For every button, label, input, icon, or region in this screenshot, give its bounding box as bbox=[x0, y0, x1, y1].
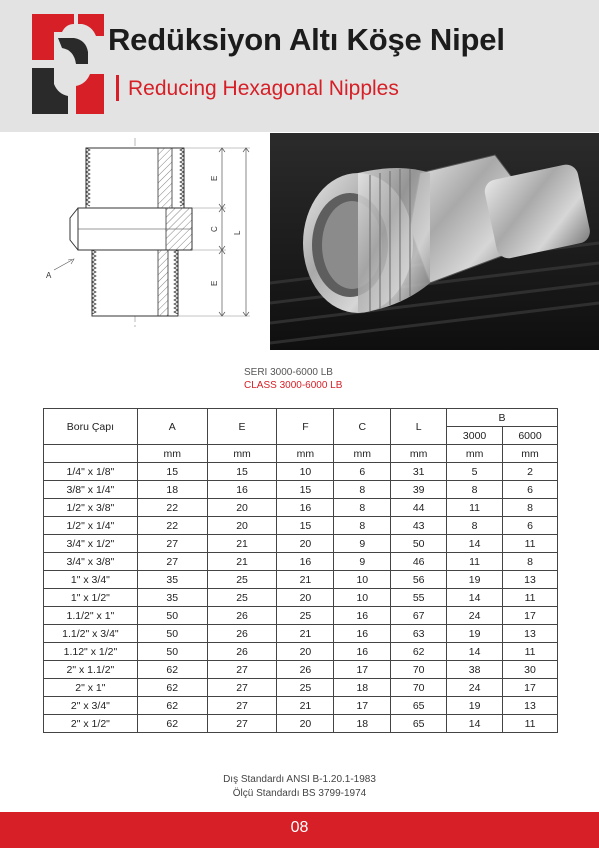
dimension-label-e-top: E bbox=[210, 175, 219, 181]
value-cell: 25 bbox=[207, 571, 277, 589]
value-cell: 17 bbox=[503, 679, 558, 697]
value-cell: 19 bbox=[447, 571, 503, 589]
value-cell: 2 bbox=[503, 463, 558, 481]
pipe-size-cell: 3/8" x 1/4" bbox=[44, 481, 138, 499]
page-number: 08 bbox=[290, 819, 309, 836]
table-row bbox=[44, 625, 558, 643]
value-cell: 14 bbox=[447, 535, 503, 553]
table-row bbox=[44, 517, 558, 535]
dimension-standard: Ölçü Standardı BS 3799-1974 bbox=[232, 788, 367, 799]
header-b-3000: 3000 bbox=[447, 427, 503, 445]
value-cell: 70 bbox=[391, 661, 447, 679]
value-cell: 17 bbox=[334, 661, 391, 679]
value-cell: 26 bbox=[207, 625, 277, 643]
table-row bbox=[44, 697, 558, 715]
table-row bbox=[44, 643, 558, 661]
table-row bbox=[44, 499, 558, 517]
value-cell: 19 bbox=[447, 625, 503, 643]
value-cell: 13 bbox=[503, 697, 558, 715]
value-cell: 8 bbox=[503, 499, 558, 517]
value-cell: 21 bbox=[207, 535, 277, 553]
value-cell: 11 bbox=[447, 499, 503, 517]
value-cell: 25 bbox=[207, 589, 277, 607]
pipe-size-cell: 3/4" x 1/2" bbox=[44, 535, 138, 553]
value-cell: 11 bbox=[503, 643, 558, 661]
technical-drawing bbox=[40, 138, 270, 328]
value-cell: 16 bbox=[334, 625, 391, 643]
value-cell: 5 bbox=[447, 463, 503, 481]
value-cell: 22 bbox=[137, 517, 207, 535]
value-cell: 62 bbox=[391, 643, 447, 661]
dimension-label-l: L bbox=[233, 230, 242, 235]
value-cell: 50 bbox=[137, 643, 207, 661]
page-subtitle: Reducing Hexagonal Nipples bbox=[128, 77, 399, 100]
unit-cell: mm bbox=[391, 445, 447, 463]
unit-cell: mm bbox=[277, 445, 334, 463]
table-row bbox=[44, 571, 558, 589]
pipe-size-cell: 2" x 1/2" bbox=[44, 715, 138, 733]
value-cell: 15 bbox=[137, 463, 207, 481]
value-cell: 22 bbox=[137, 499, 207, 517]
series-label: SERI 3000-6000 LB bbox=[244, 367, 333, 378]
table-row bbox=[44, 463, 558, 481]
header-boru-capi: Boru Çapı bbox=[44, 409, 138, 445]
header-band bbox=[0, 0, 599, 132]
value-cell: 16 bbox=[207, 481, 277, 499]
value-cell: 35 bbox=[137, 589, 207, 607]
value-cell: 70 bbox=[391, 679, 447, 697]
pipe-size-cell: 3/4" x 3/8" bbox=[44, 553, 138, 571]
dimensions-table bbox=[43, 408, 558, 733]
table-header-row bbox=[44, 409, 558, 427]
value-cell: 9 bbox=[334, 535, 391, 553]
unit-cell: mm bbox=[503, 445, 558, 463]
value-cell: 20 bbox=[277, 589, 334, 607]
unit-cell: mm bbox=[207, 445, 277, 463]
table-row bbox=[44, 589, 558, 607]
value-cell: 13 bbox=[503, 571, 558, 589]
value-cell: 27 bbox=[137, 535, 207, 553]
pipe-size-cell: 2" x 3/4" bbox=[44, 697, 138, 715]
value-cell: 16 bbox=[334, 643, 391, 661]
value-cell: 65 bbox=[391, 715, 447, 733]
value-cell: 21 bbox=[277, 625, 334, 643]
value-cell: 31 bbox=[391, 463, 447, 481]
value-cell: 62 bbox=[137, 679, 207, 697]
value-cell: 27 bbox=[137, 553, 207, 571]
value-cell: 26 bbox=[277, 661, 334, 679]
value-cell: 18 bbox=[137, 481, 207, 499]
value-cell: 44 bbox=[391, 499, 447, 517]
header-l: L bbox=[391, 409, 447, 445]
value-cell: 62 bbox=[137, 661, 207, 679]
value-cell: 21 bbox=[277, 571, 334, 589]
value-cell: 65 bbox=[391, 697, 447, 715]
value-cell: 14 bbox=[447, 589, 503, 607]
table-row bbox=[44, 715, 558, 733]
value-cell: 8 bbox=[447, 517, 503, 535]
value-cell: 16 bbox=[277, 499, 334, 517]
value-cell: 11 bbox=[503, 715, 558, 733]
value-cell: 43 bbox=[391, 517, 447, 535]
value-cell: 27 bbox=[207, 661, 277, 679]
value-cell: 10 bbox=[334, 589, 391, 607]
value-cell: 15 bbox=[277, 517, 334, 535]
value-cell: 27 bbox=[207, 697, 277, 715]
value-cell: 26 bbox=[207, 607, 277, 625]
table-row bbox=[44, 481, 558, 499]
value-cell: 17 bbox=[334, 697, 391, 715]
company-logo bbox=[32, 14, 104, 114]
table-row bbox=[44, 607, 558, 625]
unit-cell: mm bbox=[137, 445, 207, 463]
series-info bbox=[244, 366, 342, 392]
value-cell: 11 bbox=[503, 589, 558, 607]
pipe-size-cell: 1" x 3/4" bbox=[44, 571, 138, 589]
value-cell: 6 bbox=[334, 463, 391, 481]
header-f: F bbox=[277, 409, 334, 445]
value-cell: 20 bbox=[207, 499, 277, 517]
value-cell: 8 bbox=[334, 517, 391, 535]
value-cell: 62 bbox=[137, 697, 207, 715]
pipe-size-cell: 2" x 1" bbox=[44, 679, 138, 697]
dimension-label-e-bottom: E bbox=[210, 280, 219, 286]
value-cell: 55 bbox=[391, 589, 447, 607]
pipe-size-cell: 2" x 1.1/2" bbox=[44, 661, 138, 679]
value-cell: 16 bbox=[277, 553, 334, 571]
value-cell: 26 bbox=[207, 643, 277, 661]
table-row bbox=[44, 553, 558, 571]
value-cell: 38 bbox=[447, 661, 503, 679]
dimension-label-a: A bbox=[46, 271, 52, 280]
value-cell: 15 bbox=[277, 481, 334, 499]
value-cell: 20 bbox=[277, 715, 334, 733]
header-c: C bbox=[334, 409, 391, 445]
value-cell: 9 bbox=[334, 553, 391, 571]
product-photo bbox=[270, 133, 599, 350]
value-cell: 24 bbox=[447, 607, 503, 625]
value-cell: 14 bbox=[447, 643, 503, 661]
units-spacer bbox=[44, 445, 138, 463]
pipe-size-cell: 1.1/2" x 1" bbox=[44, 607, 138, 625]
header-a: A bbox=[137, 409, 207, 445]
value-cell: 8 bbox=[447, 481, 503, 499]
value-cell: 50 bbox=[137, 607, 207, 625]
value-cell: 63 bbox=[391, 625, 447, 643]
unit-cell: mm bbox=[447, 445, 503, 463]
page-title: Redüksiyon Altı Köşe Nipel bbox=[108, 22, 505, 57]
value-cell: 20 bbox=[277, 535, 334, 553]
header-e: E bbox=[207, 409, 277, 445]
value-cell: 10 bbox=[277, 463, 334, 481]
pipe-size-cell: 1.1/2" x 3/4" bbox=[44, 625, 138, 643]
value-cell: 18 bbox=[334, 679, 391, 697]
value-cell: 20 bbox=[277, 643, 334, 661]
pipe-size-cell: 1" x 1/2" bbox=[44, 589, 138, 607]
value-cell: 50 bbox=[137, 625, 207, 643]
value-cell: 6 bbox=[503, 517, 558, 535]
value-cell: 21 bbox=[277, 697, 334, 715]
table-row bbox=[44, 679, 558, 697]
value-cell: 8 bbox=[334, 481, 391, 499]
pipe-size-cell: 1/2" x 3/8" bbox=[44, 499, 138, 517]
value-cell: 50 bbox=[391, 535, 447, 553]
value-cell: 19 bbox=[447, 697, 503, 715]
thread-standard: Dış Standardı ANSI B-1.20.1-1983 bbox=[223, 774, 376, 785]
value-cell: 30 bbox=[503, 661, 558, 679]
value-cell: 27 bbox=[207, 715, 277, 733]
value-cell: 8 bbox=[503, 553, 558, 571]
value-cell: 67 bbox=[391, 607, 447, 625]
value-cell: 10 bbox=[334, 571, 391, 589]
value-cell: 25 bbox=[277, 607, 334, 625]
value-cell: 21 bbox=[207, 553, 277, 571]
value-cell: 25 bbox=[277, 679, 334, 697]
value-cell: 62 bbox=[137, 715, 207, 733]
table-row bbox=[44, 661, 558, 679]
value-cell: 8 bbox=[334, 499, 391, 517]
pipe-size-cell: 1.12" x 1/2" bbox=[44, 643, 138, 661]
subtitle-accent-bar bbox=[116, 75, 119, 101]
value-cell: 17 bbox=[503, 607, 558, 625]
header-b-6000: 6000 bbox=[503, 427, 558, 445]
header-b: B bbox=[447, 409, 558, 427]
table-row bbox=[44, 535, 558, 553]
value-cell: 18 bbox=[334, 715, 391, 733]
value-cell: 39 bbox=[391, 481, 447, 499]
pipe-size-cell: 1/4" x 1/8" bbox=[44, 463, 138, 481]
value-cell: 24 bbox=[447, 679, 503, 697]
dimension-label-c: C bbox=[210, 226, 219, 232]
unit-cell: mm bbox=[334, 445, 391, 463]
pipe-size-cell: 1/2" x 1/4" bbox=[44, 517, 138, 535]
value-cell: 20 bbox=[207, 517, 277, 535]
value-cell: 56 bbox=[391, 571, 447, 589]
value-cell: 11 bbox=[447, 553, 503, 571]
value-cell: 11 bbox=[503, 535, 558, 553]
value-cell: 6 bbox=[503, 481, 558, 499]
value-cell: 15 bbox=[207, 463, 277, 481]
table-units-row bbox=[44, 445, 558, 463]
class-label: CLASS 3000-6000 LB bbox=[244, 380, 343, 391]
value-cell: 46 bbox=[391, 553, 447, 571]
value-cell: 16 bbox=[334, 607, 391, 625]
value-cell: 27 bbox=[207, 679, 277, 697]
value-cell: 14 bbox=[447, 715, 503, 733]
value-cell: 35 bbox=[137, 571, 207, 589]
value-cell: 13 bbox=[503, 625, 558, 643]
